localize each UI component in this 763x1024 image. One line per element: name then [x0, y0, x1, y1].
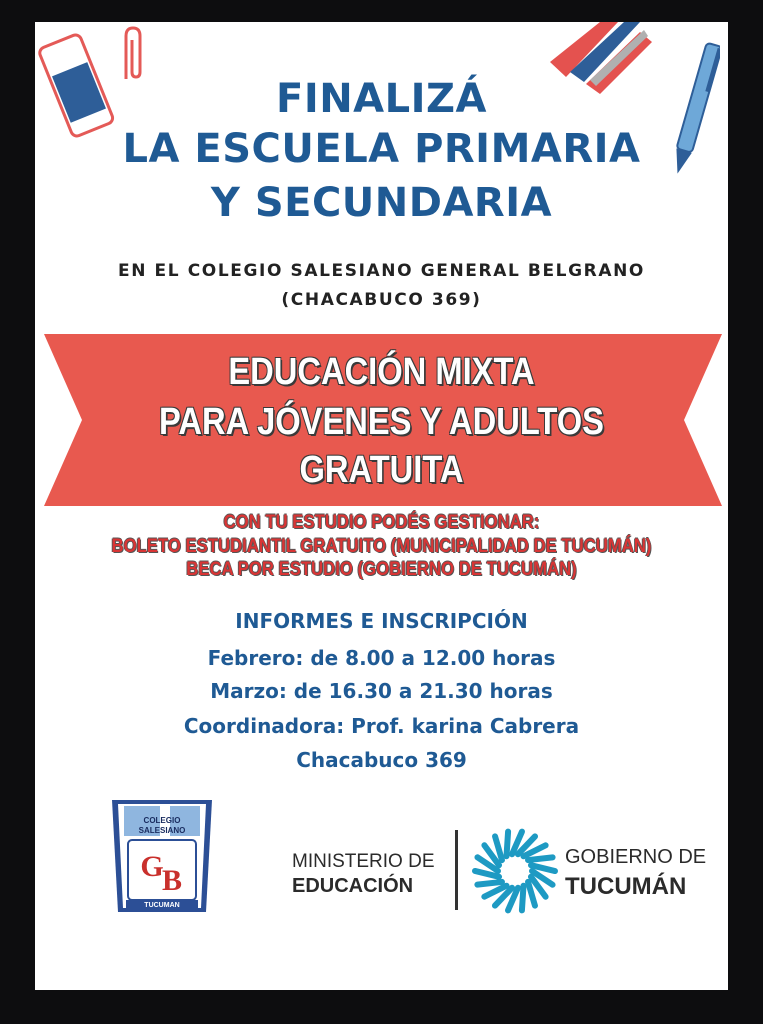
benefits-line-3: BECA POR ESTUDIO (GOBIERNO DE TUCUMÁN): [186, 559, 577, 580]
location-line-2: (CHACABUCO 369): [281, 290, 482, 310]
colegio-logo-top: COLEGIO: [143, 816, 181, 825]
ministerio-logo: [292, 850, 435, 899]
gobierno-logo: [565, 842, 706, 902]
sun-ray: [477, 882, 502, 885]
colegio-logo-g: G: [140, 850, 164, 883]
info-febrero: Febrero: de 8.00 a 12.00 horas: [207, 646, 556, 670]
sun-ray: [522, 886, 524, 911]
ministerio-line-2: EDUCACIÓN: [292, 875, 414, 897]
gobierno-line-1: GOBIERNO DE: [565, 846, 707, 868]
info-coordinadora: Coordinadora: Prof. karina Cabrera: [183, 714, 580, 738]
headline-line-1: FINALIZÁ: [276, 76, 487, 122]
headline-line-2: LA ESCUELA PRIMARIA: [122, 126, 641, 172]
gobierno-line-2: TUCUMÁN: [565, 873, 687, 900]
logo-divider: [455, 830, 458, 910]
colegio-salesiano-logo: [108, 796, 216, 916]
sun-ray: [528, 857, 553, 860]
headline-line-3: Y SECUNDARIA: [210, 180, 553, 226]
info-marzo: Marzo: de 16.30 a 21.30 horas: [210, 679, 553, 703]
info-title: INFORMES E INSCRIPCIÓN: [235, 609, 528, 633]
info-direccion: Chacabuco 369: [296, 748, 467, 772]
location-line-1: EN EL COLEGIO SALESIANO GENERAL BELGRANO: [117, 261, 645, 281]
colegio-logo-b: B: [161, 864, 183, 897]
benefits-line-1: CON TU ESTUDIO PODÉS GESTIONAR:: [223, 512, 540, 533]
gobierno-sun-icon: [470, 826, 560, 916]
sun-ray: [507, 832, 509, 857]
colegio-logo-bottom: TUCUMAN: [144, 902, 180, 909]
ribbon-line-1: EDUCACIÓN MIXTA: [228, 351, 535, 393]
benefits-line-2: BOLETO ESTUDIANTIL GRATUITO (MUNICIPALIDAD DE TUCUMÁN): [111, 536, 652, 557]
ribbon-line-2: PARA JÓVENES Y ADULTOS: [159, 401, 604, 443]
ministerio-line-1: MINISTERIO DE: [292, 851, 435, 872]
paperclip-icon: [112, 24, 154, 84]
ribbon-line-3: GRATUITA: [299, 449, 464, 491]
colegio-logo-mid: SALESIANO: [138, 826, 186, 835]
